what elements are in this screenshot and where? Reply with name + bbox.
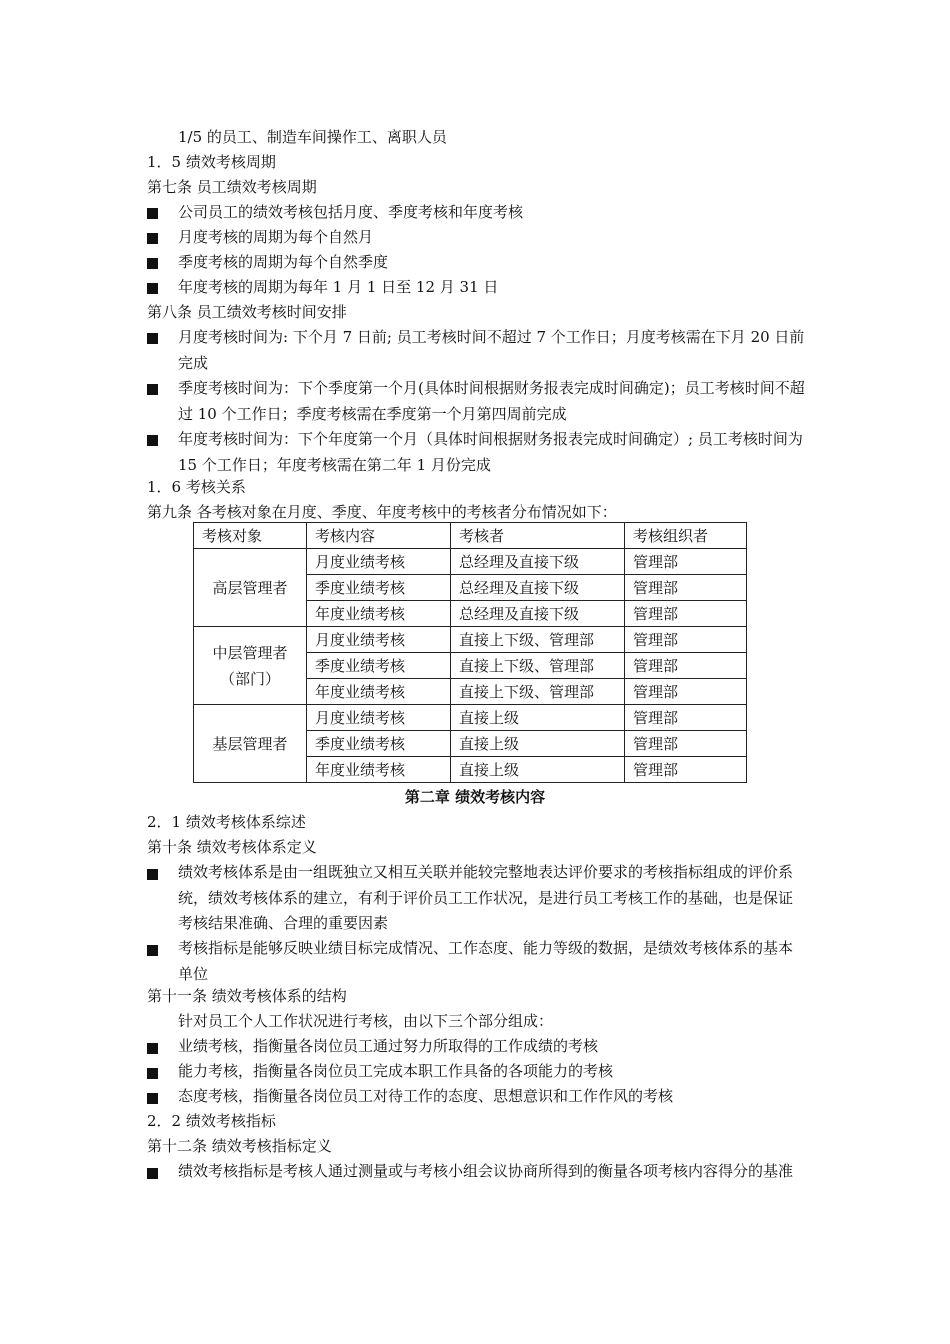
bullet-text: 月度考核时间为: 下个月 7 日前; 员工考核时间不超过 7 个工作日；月度考核需在下月 20 日前完成 (178, 328, 805, 372)
bullet-icon (147, 1038, 159, 1050)
bullet-text: 月度考核的周期为每个自然月 (178, 228, 374, 246)
table-cell: 月度业绩考核 (307, 549, 451, 575)
bullet-text: 季度考核的周期为每个自然季度 (178, 253, 389, 271)
table-header-row (194, 523, 747, 549)
bullet-icon (147, 228, 159, 240)
bullet-text: 绩效考核指标是考核人通过测量或与考核小组会议协商所得到的衡量各项考核内容得分的基准 (178, 1162, 794, 1180)
table-cell: 直接上下级、管理部 (451, 627, 625, 653)
table-cell: 管理部 (625, 731, 747, 757)
bullet-icon (147, 940, 159, 952)
table-cell: 管理部 (625, 549, 747, 575)
bullet-icon (147, 430, 159, 442)
table-cell: 管理部 (625, 575, 747, 601)
table-cell: 管理部 (625, 627, 747, 653)
section-heading: 1．6 考核关系 (147, 478, 246, 496)
article-heading: 第十条 绩效考核体系定义 (147, 838, 317, 856)
table-cell: 管理部 (625, 757, 747, 783)
assessment-table (193, 522, 747, 783)
bullet-icon (147, 203, 159, 215)
bullet-text: 态度考核，指衡量各岗位员工对待工作的态度、思想意识和工作作风的考核 (178, 1087, 674, 1105)
article-heading: 第七条 员工绩效考核周期 (147, 178, 317, 196)
table-row (194, 549, 747, 575)
table-header-cell: 考核组织者 (625, 523, 747, 549)
section-heading: 2．2 绩效考核指标 (147, 1112, 276, 1130)
table-cell: 季度业绩考核 (307, 731, 451, 757)
section-heading: 2．1 绩效考核体系综述 (147, 813, 306, 831)
bullet-icon (147, 379, 159, 391)
table-cell: 总经理及直接下级 (451, 575, 625, 601)
table-header-cell: 考核者 (451, 523, 625, 549)
bullet-text: 业绩考核，指衡量各岗位员工通过努力所取得的工作成绩的考核 (178, 1037, 599, 1055)
bullet-text: 公司员工的绩效考核包括月度、季度考核和年度考核 (178, 203, 524, 221)
article-heading: 第八条 员工绩效考核时间安排 (147, 303, 347, 321)
table-cell: 管理部 (625, 705, 747, 731)
bullet-text: 能力考核，指衡量各岗位员工完成本职工作具备的各项能力的考核 (178, 1062, 614, 1080)
table-group-cell: 中层管理者（部门） (194, 627, 307, 705)
table-cell: 月度业绩考核 (307, 705, 451, 731)
table-cell: 总经理及直接下级 (451, 549, 625, 575)
bullet-text: 考核指标是能够反映业绩目标完成情况、工作态度、能力等级的数据，是绩效考核体系的基本单位 (178, 939, 794, 983)
table-cell: 年度业绩考核 (307, 679, 451, 705)
table-header-cell: 考核内容 (307, 523, 451, 549)
bullet-icon (147, 1063, 159, 1075)
bullet-text: 季度考核时间为：下个季度第一个月(具体时间根据财务报表完成时间确定)；员工考核时间不超过 10 个工作日；季度考核需在季度第一个月第四周前完成 (178, 379, 805, 423)
table-cell: 季度业绩考核 (307, 575, 451, 601)
bullet-icon (147, 864, 159, 876)
bullet-text: 绩效考核体系是由一组既独立又相互关联并能较完整地表达评价要求的考核指标组成的评价系统，绩效考核体系的建立，有利于评价员工工作状况，是进行员工考核工作的基础，也是保证考核结果准确、合理的重要因素 (178, 863, 794, 932)
bullet-icon (147, 328, 159, 340)
table-cell: 直接上级 (451, 731, 625, 757)
table-group-cell: 基层管理者 (194, 705, 307, 783)
bullet-icon (147, 1088, 159, 1100)
table-cell: 管理部 (625, 679, 747, 705)
table-cell: 年度业绩考核 (307, 757, 451, 783)
article-heading: 第十二条 绩效考核指标定义 (147, 1137, 332, 1155)
table-cell: 直接上级 (451, 757, 625, 783)
table-header-cell: 考核对象 (194, 523, 307, 549)
bullet-text: 年度考核的周期为每年 1 月 1 日至 12 月 31 日 (178, 278, 499, 296)
table-cell: 年度业绩考核 (307, 601, 451, 627)
article-heading: 第十一条 绩效考核体系的结构 (147, 987, 347, 1005)
table-cell: 总经理及直接下级 (451, 601, 625, 627)
text-line: 针对员工个人工作状况进行考核，由以下三个部分组成： (178, 1012, 554, 1030)
article-heading: 第九条 各考核对象在月度、季度、年度考核中的考核者分布情况如下： (147, 503, 617, 521)
table-row (194, 627, 747, 653)
bullet-icon (147, 253, 159, 265)
bullet-icon (147, 278, 159, 290)
chapter-title: 第二章 绩效考核内容 (404, 788, 546, 806)
bullet-text: 年度考核时间为：下个年度第一个月（具体时间根据财务报表完成时间确定）; 员工考核时间为 15 个工作日；年度考核需在第二年 1 月份完成 (178, 430, 803, 474)
table-group-cell: 高层管理者 (194, 549, 307, 627)
table-cell: 直接上下级、管理部 (451, 653, 625, 679)
table-cell: 管理部 (625, 653, 747, 679)
table-cell: 直接上级 (451, 705, 625, 731)
table-cell: 季度业绩考核 (307, 653, 451, 679)
section-heading: 1．5 绩效考核周期 (147, 153, 276, 171)
table-cell: 月度业绩考核 (307, 627, 451, 653)
table-cell: 直接上下级、管理部 (451, 679, 625, 705)
text-line: 1/5 的员工、制造车间操作工、离职人员 (178, 128, 447, 146)
bullet-icon (147, 1163, 159, 1175)
table-row (194, 705, 747, 731)
table-cell: 管理部 (625, 601, 747, 627)
